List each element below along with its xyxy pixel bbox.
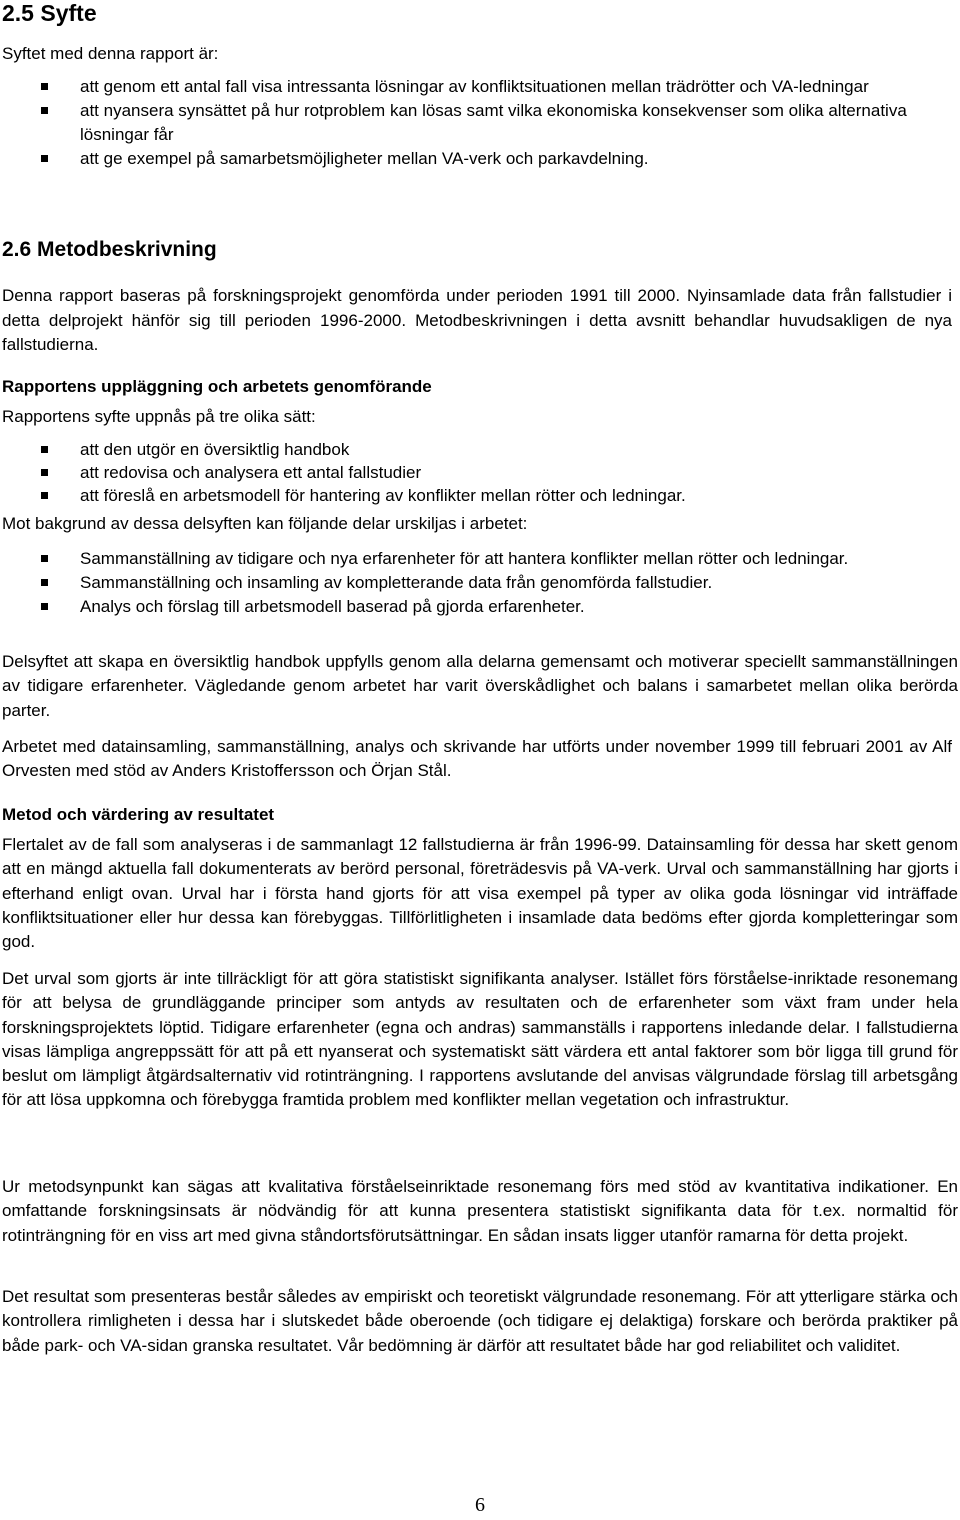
section-heading-metodbeskrivning: 2.6 Metodbeskrivning [2,238,217,261]
list-item: Analys och förslag till arbetsmodell baserad på gjorda erfarenheter. [2,595,952,619]
subheading-metod-vardering: Metod och värdering av resultatet [2,805,275,824]
list-item: att ge exempel på samarbetsmöjligheter mellan VA-verk och parkavdelning. [2,147,952,171]
square-bullet-icon [41,579,48,586]
square-bullet-icon [41,107,48,114]
list-item: att genom ett antal fall visa intressanta lösningar av konfliktsituationen mellan trädrötter och VA-ledningar [2,75,952,99]
square-bullet-icon [41,469,48,476]
metod-paragraph-4: Det resultat som presenteras består således av empiriskt och teoretiskt välgrundade resonemang. För att ytterligare stärka och kontrollera rimligheten i dessa har i slutskedet både oberoende (och tidigare ej delaktiga) forskare och berörda praktiker på både park- och VA-sidan granska resultatet. Vår bedömning är därför att resultatet både har god reliabilitet och validitet. [2,1287,958,1355]
page-number: 6 [475,1494,485,1516]
square-bullet-icon [41,555,48,562]
upplaggning-intro: Rapportens syfte uppnås på tre olika sätt: [2,407,316,426]
square-bullet-icon [41,603,48,610]
list-item: att nyansera synsättet på hur rotproblem kan lösas samt vilka ekonomiska konsekvenser som olika alternativa lösningar får [2,99,952,147]
metod-paragraph-1: Flertalet av de fall som analyseras i de sammanlagt 12 fallstudierna är från 1996-99. Datainsamling för dessa har skett genom att en mängd aktuella fall dokumenterats av berörd personal, företrädesvis på VA-verk. Urval och sammanställning har gjorts i efterhand enligt ovan. Urval har i första hand gjorts för att visa exempel på typer av olika goda lösningar vid inträffade konfliktsituationer eller hur dessa kan förebyggas. Tillförlitligheten i insamlade data bedöms efter gjorda kompletteringar som god. [2,835,958,952]
metod-paragraph-2: Det urval som gjorts är inte tillräckligt för att göra statistiskt signifikanta analyser. Istället förs förståelse-inriktade resonemang för att belysa de grundläggande principer som antyds av resultaten och de erfarenheter som växt fram under hela forskningsprojektets löptid. Tidigare erfarenheter (egna och andras) sammanställs i rapportens inledande delar. I fallstudierna visas lämpliga angreppssätt för att på ett nyanserat och systematiskt sätt värdera ett antal faktorer som bör ligga till grund för beslut om lämpligt åtgärdsalternativ vid rotinträngning. I rapportens avslutande del anvisas välgrundade förslag till arbetsgång för att lösa uppkomna och förebygga framtida problem med konflikter mellan vegetation och infrastruktur. [2,969,958,1110]
list-item: att den utgör en översiktlig handbok [2,438,952,461]
square-bullet-icon [41,155,48,162]
metod-paragraph-3: Ur metodsynpunkt kan sägas att kvalitativa förståelseinriktade resonemang förs med stöd av kvantitativa indikationer. En omfattande forskningsinsats är nödvändig för att kunna presentera statistiskt signifikanta data för t.ex. normaltid för rotinträngning för en viss art med givna ståndortsförutsättningar. En sådan insats ligger utanför ramarna för detta projekt. [2,1177,958,1245]
syfte-intro: Syftet med denna rapport är: [2,44,219,63]
square-bullet-icon [41,492,48,499]
square-bullet-icon [41,83,48,90]
upplaggning-paragraph-1: Delsyftet att skapa en översiktlig handbok uppfylls genom alla delarna gemensamt och motiverar speciellt sammanställningen av tidigare erfarenheter. Vägledande genom arbetet har varit överskådlighet och balans i samarbetet mellan olika berörda parter. [2,652,958,720]
syfte-bullet-list [2,75,952,171]
list-item: att redovisa och analysera ett antal fallstudier [2,461,952,484]
section-heading-syfte: 2.5 Syfte [2,0,97,26]
list-item: att föreslå en arbetsmodell för hantering av konflikter mellan rötter och ledningar. [2,484,952,507]
metodbeskrivning-paragraph: Denna rapport baseras på forskningsprojekt genomförda under perioden 1991 till 2000. Nyinsamlade data från fallstudier i detta delprojekt hänför sig till perioden 1996-2000. Metodbeskrivningen i detta avsnitt behandlar huvudsakligen de nya fallstudierna. [2,286,952,354]
upplaggning-intro-2: Mot bakgrund av dessa delsyften kan följande delar urskiljas i arbetet: [2,514,528,533]
subheading-upplaggning: Rapportens uppläggning och arbetets genomförande [2,377,432,396]
upplaggning-paragraph-2: Arbetet med datainsamling, sammanställning, analys och skrivande har utförts under november 1999 till februari 2001 av Alf Orvesten med stöd av Anders Kristoffersson och Örjan Stål. [2,737,952,781]
delar-bullet-list [2,547,952,619]
square-bullet-icon [41,446,48,453]
upplaggning-bullet-list [2,438,952,507]
list-item: Sammanställning av tidigare och nya erfarenheter för att hantera konflikter mellan rötter och ledningar. [2,547,952,571]
list-item: Sammanställning och insamling av kompletterande data från genomförda fallstudier. [2,571,952,595]
